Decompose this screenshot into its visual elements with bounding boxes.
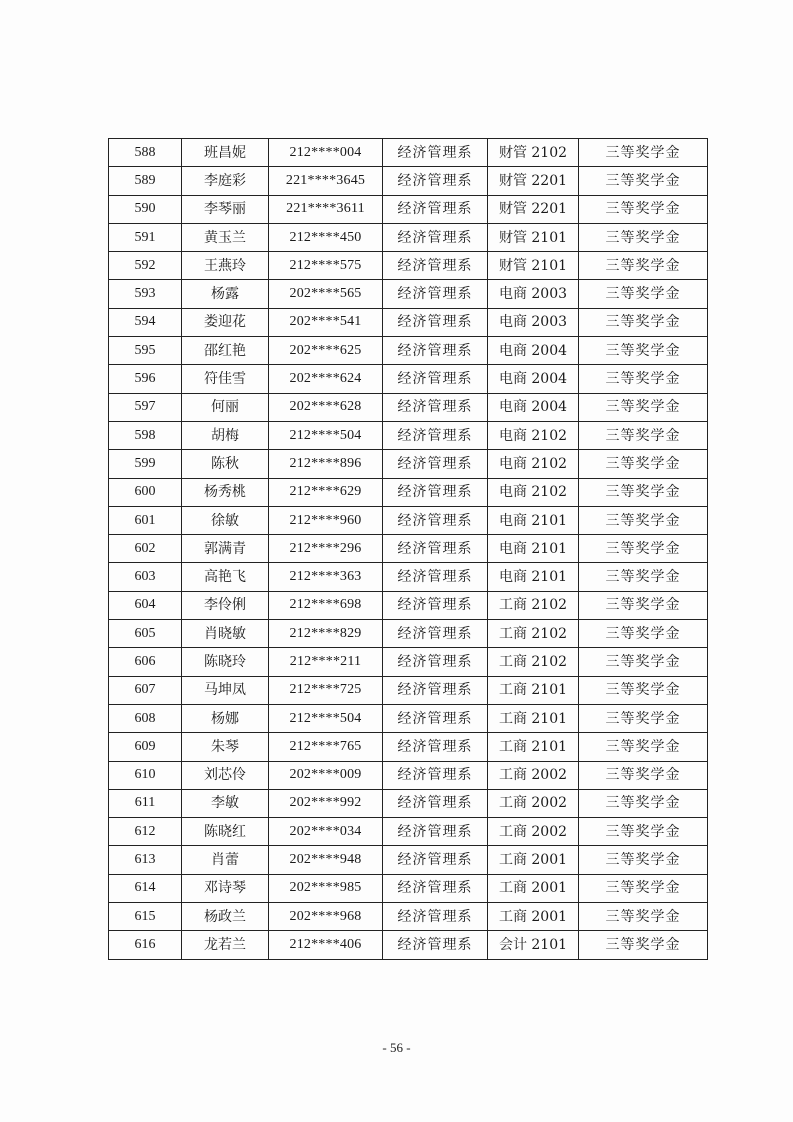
student-name-cell: 杨秀桃: [182, 478, 269, 506]
class-name-cell: 电商 2102: [488, 450, 579, 478]
award-level-cell: 三等奖学金: [579, 337, 708, 365]
department-cell: 经济管理系: [383, 620, 488, 648]
student-id-cell: 202****034: [269, 818, 383, 846]
department-cell: 经济管理系: [383, 308, 488, 336]
class-name-cell: 工商 2002: [488, 761, 579, 789]
table-row: [109, 789, 708, 817]
row-number-cell: 606: [109, 648, 182, 676]
table-row: [109, 903, 708, 931]
student-name-cell: 陈晓红: [182, 818, 269, 846]
student-id-cell: 212****960: [269, 506, 383, 534]
row-number-cell: 597: [109, 393, 182, 421]
department-cell: 经济管理系: [383, 167, 488, 195]
award-level-cell: 三等奖学金: [579, 506, 708, 534]
department-cell: 经济管理系: [383, 818, 488, 846]
student-id-cell: 212****211: [269, 648, 383, 676]
class-name-cell: 工商 2002: [488, 818, 579, 846]
class-name-cell: 工商 2102: [488, 648, 579, 676]
student-id-cell: 212****829: [269, 620, 383, 648]
row-number-cell: 605: [109, 620, 182, 648]
class-name-cell: 电商 2102: [488, 478, 579, 506]
department-cell: 经济管理系: [383, 506, 488, 534]
table-row: [109, 337, 708, 365]
student-id-cell: 221****3645: [269, 167, 383, 195]
student-id-cell: 212****504: [269, 704, 383, 732]
student-name-cell: 龙若兰: [182, 931, 269, 959]
class-name-cell: 工商 2101: [488, 733, 579, 761]
student-name-cell: 何丽: [182, 393, 269, 421]
department-cell: 经济管理系: [383, 450, 488, 478]
table-row: [109, 195, 708, 223]
class-name-cell: 工商 2001: [488, 846, 579, 874]
student-name-cell: 杨政兰: [182, 903, 269, 931]
department-cell: 经济管理系: [383, 139, 488, 167]
award-level-cell: 三等奖学金: [579, 874, 708, 902]
class-name-cell: 工商 2102: [488, 620, 579, 648]
department-cell: 经济管理系: [383, 337, 488, 365]
table-row: [109, 846, 708, 874]
award-level-cell: 三等奖学金: [579, 704, 708, 732]
table-row: [109, 506, 708, 534]
scholarship-table-body: [109, 139, 708, 960]
department-cell: 经济管理系: [383, 931, 488, 959]
row-number-cell: 608: [109, 704, 182, 732]
student-id-cell: 212****725: [269, 676, 383, 704]
class-name-cell: 电商 2004: [488, 337, 579, 365]
class-name-cell: 工商 2101: [488, 704, 579, 732]
student-name-cell: 徐敏: [182, 506, 269, 534]
award-level-cell: 三等奖学金: [579, 648, 708, 676]
table-row: [109, 620, 708, 648]
table-row: [109, 591, 708, 619]
row-number-cell: 595: [109, 337, 182, 365]
table-row: [109, 421, 708, 449]
class-name-cell: 会计 2101: [488, 931, 579, 959]
class-name-cell: 工商 2002: [488, 789, 579, 817]
department-cell: 经济管理系: [383, 393, 488, 421]
row-number-cell: 602: [109, 535, 182, 563]
department-cell: 经济管理系: [383, 563, 488, 591]
student-id-cell: 212****450: [269, 223, 383, 251]
award-level-cell: 三等奖学金: [579, 308, 708, 336]
award-level-cell: 三等奖学金: [579, 223, 708, 251]
department-cell: 经济管理系: [383, 789, 488, 817]
student-name-cell: 朱琴: [182, 733, 269, 761]
row-number-cell: 596: [109, 365, 182, 393]
award-level-cell: 三等奖学金: [579, 280, 708, 308]
award-level-cell: 三等奖学金: [579, 535, 708, 563]
student-id-cell: 212****629: [269, 478, 383, 506]
award-level-cell: 三等奖学金: [579, 195, 708, 223]
row-number-cell: 607: [109, 676, 182, 704]
department-cell: 经济管理系: [383, 676, 488, 704]
class-name-cell: 财管 2101: [488, 252, 579, 280]
student-id-cell: 212****296: [269, 535, 383, 563]
student-id-cell: 212****004: [269, 139, 383, 167]
award-level-cell: 三等奖学金: [579, 450, 708, 478]
award-level-cell: 三等奖学金: [579, 676, 708, 704]
row-number-cell: 613: [109, 846, 182, 874]
student-name-cell: 刘芯伶: [182, 761, 269, 789]
student-id-cell: 212****363: [269, 563, 383, 591]
class-name-cell: 电商 2101: [488, 563, 579, 591]
table-row: [109, 308, 708, 336]
row-number-cell: 616: [109, 931, 182, 959]
class-name-cell: 电商 2003: [488, 280, 579, 308]
award-level-cell: 三等奖学金: [579, 903, 708, 931]
table-row: [109, 761, 708, 789]
award-level-cell: 三等奖学金: [579, 846, 708, 874]
department-cell: 经济管理系: [383, 478, 488, 506]
award-level-cell: 三等奖学金: [579, 365, 708, 393]
row-number-cell: 591: [109, 223, 182, 251]
student-id-cell: 202****992: [269, 789, 383, 817]
table-row: [109, 676, 708, 704]
table-row: [109, 648, 708, 676]
class-name-cell: 电商 2101: [488, 535, 579, 563]
department-cell: 经济管理系: [383, 648, 488, 676]
row-number-cell: 614: [109, 874, 182, 902]
table-row: [109, 931, 708, 959]
award-level-cell: 三等奖学金: [579, 931, 708, 959]
department-cell: 经济管理系: [383, 733, 488, 761]
student-name-cell: 肖晓敏: [182, 620, 269, 648]
table-row: [109, 818, 708, 846]
student-name-cell: 陈秋: [182, 450, 269, 478]
student-name-cell: 符佳雪: [182, 365, 269, 393]
table-row: [109, 563, 708, 591]
class-name-cell: 电商 2004: [488, 365, 579, 393]
student-id-cell: 212****896: [269, 450, 383, 478]
award-level-cell: 三等奖学金: [579, 167, 708, 195]
row-number-cell: 589: [109, 167, 182, 195]
student-id-cell: 212****765: [269, 733, 383, 761]
student-id-cell: 202****541: [269, 308, 383, 336]
department-cell: 经济管理系: [383, 365, 488, 393]
row-number-cell: 598: [109, 421, 182, 449]
student-name-cell: 李庭彩: [182, 167, 269, 195]
student-name-cell: 王燕玲: [182, 252, 269, 280]
award-level-cell: 三等奖学金: [579, 478, 708, 506]
student-id-cell: 202****968: [269, 903, 383, 931]
department-cell: 经济管理系: [383, 223, 488, 251]
class-name-cell: 财管 2201: [488, 195, 579, 223]
student-name-cell: 邓诗琴: [182, 874, 269, 902]
table-row: [109, 252, 708, 280]
row-number-cell: 594: [109, 308, 182, 336]
row-number-cell: 612: [109, 818, 182, 846]
table-row: [109, 280, 708, 308]
student-id-cell: 212****504: [269, 421, 383, 449]
class-name-cell: 电商 2101: [488, 506, 579, 534]
award-level-cell: 三等奖学金: [579, 563, 708, 591]
table-row: [109, 223, 708, 251]
student-name-cell: 黄玉兰: [182, 223, 269, 251]
row-number-cell: 609: [109, 733, 182, 761]
award-level-cell: 三等奖学金: [579, 139, 708, 167]
award-level-cell: 三等奖学金: [579, 620, 708, 648]
row-number-cell: 615: [109, 903, 182, 931]
award-level-cell: 三等奖学金: [579, 591, 708, 619]
department-cell: 经济管理系: [383, 195, 488, 223]
student-id-cell: 212****406: [269, 931, 383, 959]
page-number: - 56 -: [382, 1040, 411, 1055]
class-name-cell: 工商 2001: [488, 874, 579, 902]
row-number-cell: 603: [109, 563, 182, 591]
student-name-cell: 马坤凤: [182, 676, 269, 704]
student-id-cell: 202****625: [269, 337, 383, 365]
row-number-cell: 593: [109, 280, 182, 308]
department-cell: 经济管理系: [383, 591, 488, 619]
table-row: [109, 365, 708, 393]
student-name-cell: 肖蕾: [182, 846, 269, 874]
award-level-cell: 三等奖学金: [579, 421, 708, 449]
student-name-cell: 李伶俐: [182, 591, 269, 619]
class-name-cell: 工商 2101: [488, 676, 579, 704]
student-name-cell: 班昌妮: [182, 139, 269, 167]
row-number-cell: 592: [109, 252, 182, 280]
award-level-cell: 三等奖学金: [579, 252, 708, 280]
department-cell: 经济管理系: [383, 280, 488, 308]
row-number-cell: 610: [109, 761, 182, 789]
class-name-cell: 工商 2102: [488, 591, 579, 619]
row-number-cell: 599: [109, 450, 182, 478]
student-id-cell: 202****624: [269, 365, 383, 393]
student-name-cell: 高艳飞: [182, 563, 269, 591]
student-name-cell: 杨露: [182, 280, 269, 308]
department-cell: 经济管理系: [383, 535, 488, 563]
award-level-cell: 三等奖学金: [579, 733, 708, 761]
table-row: [109, 733, 708, 761]
class-name-cell: 电商 2003: [488, 308, 579, 336]
table-row: [109, 393, 708, 421]
student-id-cell: 202****009: [269, 761, 383, 789]
student-id-cell: 212****575: [269, 252, 383, 280]
row-number-cell: 590: [109, 195, 182, 223]
student-id-cell: 221****3611: [269, 195, 383, 223]
table-row: [109, 139, 708, 167]
table-row: [109, 450, 708, 478]
student-id-cell: 202****985: [269, 874, 383, 902]
class-name-cell: 财管 2201: [488, 167, 579, 195]
student-name-cell: 李琴丽: [182, 195, 269, 223]
department-cell: 经济管理系: [383, 874, 488, 902]
student-name-cell: 娄迎花: [182, 308, 269, 336]
student-id-cell: 202****948: [269, 846, 383, 874]
department-cell: 经济管理系: [383, 704, 488, 732]
award-level-cell: 三等奖学金: [579, 761, 708, 789]
class-name-cell: 财管 2101: [488, 223, 579, 251]
class-name-cell: 工商 2001: [488, 903, 579, 931]
department-cell: 经济管理系: [383, 421, 488, 449]
student-name-cell: 郭满青: [182, 535, 269, 563]
department-cell: 经济管理系: [383, 846, 488, 874]
row-number-cell: 611: [109, 789, 182, 817]
class-name-cell: 电商 2102: [488, 421, 579, 449]
award-level-cell: 三等奖学金: [579, 789, 708, 817]
table-row: [109, 704, 708, 732]
student-id-cell: 202****565: [269, 280, 383, 308]
row-number-cell: 601: [109, 506, 182, 534]
award-level-cell: 三等奖学金: [579, 818, 708, 846]
student-id-cell: 212****698: [269, 591, 383, 619]
student-id-cell: 202****628: [269, 393, 383, 421]
award-level-cell: 三等奖学金: [579, 393, 708, 421]
student-name-cell: 杨娜: [182, 704, 269, 732]
table-row: [109, 535, 708, 563]
table-row: [109, 874, 708, 902]
class-name-cell: 财管 2102: [488, 139, 579, 167]
department-cell: 经济管理系: [383, 903, 488, 931]
student-name-cell: 邵红艳: [182, 337, 269, 365]
row-number-cell: 604: [109, 591, 182, 619]
table-row: [109, 478, 708, 506]
scholarship-table: [108, 138, 708, 960]
department-cell: 经济管理系: [383, 252, 488, 280]
student-name-cell: 李敏: [182, 789, 269, 817]
table-row: [109, 167, 708, 195]
student-name-cell: 陈晓玲: [182, 648, 269, 676]
department-cell: 经济管理系: [383, 761, 488, 789]
row-number-cell: 588: [109, 139, 182, 167]
student-name-cell: 胡梅: [182, 421, 269, 449]
class-name-cell: 电商 2004: [488, 393, 579, 421]
row-number-cell: 600: [109, 478, 182, 506]
